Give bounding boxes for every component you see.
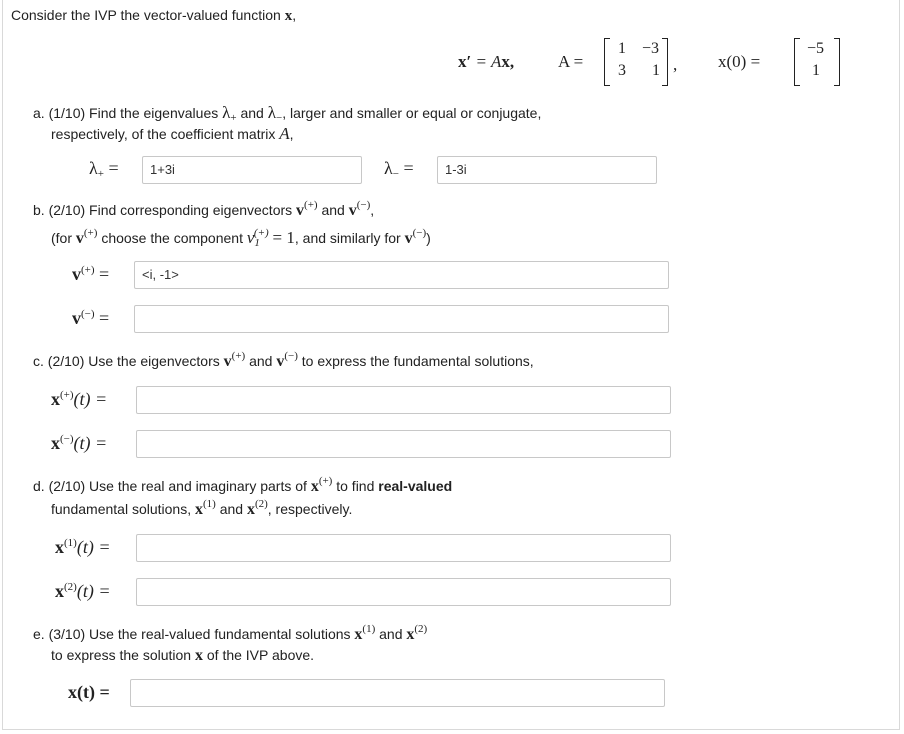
matrix-cell: 1 <box>618 40 626 57</box>
v-symbol: v <box>72 308 81 328</box>
v-symbol: v <box>348 202 357 219</box>
x1-sup: (1) <box>64 537 77 549</box>
part-a-line2 <box>51 124 294 144</box>
v-minus-sup: (−) <box>412 227 427 239</box>
v-plus-label <box>72 264 109 285</box>
matrix-comma: , <box>673 55 678 74</box>
part-b-line2 <box>51 228 431 248</box>
matrix-A-symbol: A <box>279 124 290 143</box>
v-symbol: v <box>296 202 305 219</box>
x-symbol: x <box>354 626 363 643</box>
part-c-line <box>33 350 534 371</box>
matrix-label: A = <box>558 52 584 71</box>
ode-equation <box>458 52 514 72</box>
x-plus-input[interactable] <box>136 386 671 414</box>
v-plus-input[interactable]: <i, -1> <box>134 261 669 289</box>
v-symbol: v <box>72 264 81 284</box>
part-e-line2-prefix: to express the solution <box>51 647 192 663</box>
v-symbol: v <box>404 230 413 247</box>
matrix-cell: 3 <box>618 62 626 79</box>
v1-symbol: v <box>246 228 255 247</box>
x-minus-label <box>51 433 107 454</box>
x1-sup: (1) <box>362 623 376 635</box>
part-c-and: and <box>249 353 273 369</box>
part-a-prefix: a. (1/10) Find the eigenvalues <box>33 105 219 121</box>
v1-component <box>247 228 269 247</box>
v-symbol: v <box>75 230 84 247</box>
part-e-and: and <box>379 626 403 642</box>
x2-sup: (2) <box>414 623 428 635</box>
x-t-label-text: x(t) = <box>68 682 110 702</box>
x-plus-sup: (+) <box>60 389 74 401</box>
part-b-line2-end: ) <box>426 230 431 246</box>
x-plus-label <box>51 389 107 410</box>
v1-sub: 1 <box>254 237 260 249</box>
intro-symbol: x <box>284 8 293 24</box>
x1-input[interactable] <box>136 534 671 562</box>
x-minus-t-eq: (t) = <box>73 433 108 453</box>
part-d-and: and <box>219 501 244 517</box>
x-symbol: x <box>406 626 415 643</box>
v-minus-sup: (−) <box>81 308 95 320</box>
part-a-and: and <box>240 105 264 121</box>
part-c-suffix: to express the fundamental solutions, <box>301 353 534 369</box>
part-b-line2-suffix: , and similarly for <box>294 230 401 246</box>
intro-suffix: , <box>292 7 297 23</box>
x1-label <box>55 537 110 558</box>
lambda-minus-sub: − <box>275 112 283 124</box>
part-a-line1 <box>33 103 541 123</box>
part-b-line1 <box>33 199 375 220</box>
v-minus-label <box>72 308 109 329</box>
x-symbol: x <box>310 478 319 495</box>
v-minus-input[interactable] <box>134 305 669 333</box>
x-minus-sup: (−) <box>60 433 74 445</box>
intro-line <box>11 7 296 25</box>
ic-vector <box>794 40 840 86</box>
x-symbol: x <box>51 389 60 409</box>
x-symbol: x <box>194 501 203 518</box>
part-d-prefix: d. (2/10) Use the real and imaginary parts of <box>33 478 307 494</box>
lambda-plus-label-sub: + <box>97 168 104 180</box>
matrix-cell: −3 <box>642 40 660 57</box>
lambda-minus-label-sub: − <box>392 168 399 180</box>
ic-cell: 1 <box>812 62 820 79</box>
x-plus-t-eq: (t) = <box>73 389 108 409</box>
part-b-prefix: b. (2/10) Find corresponding eigenvectors <box>33 202 293 218</box>
part-d-line2 <box>51 498 353 519</box>
part-a-line2-text: respectively, of the coefficient matrix <box>51 126 276 142</box>
ode-rhs: x, <box>501 52 515 71</box>
ic-cell: −5 <box>807 40 825 57</box>
x-symbol: x <box>246 501 255 518</box>
ode-lhs: x′ <box>458 52 472 71</box>
lambda-minus-label-symbol: λ <box>384 158 393 178</box>
x-plus-sup: (+) <box>318 475 333 487</box>
part-d-line1 <box>33 475 453 496</box>
lambda-minus-input[interactable]: 1-3i <box>437 156 657 184</box>
x-symbol: x <box>51 433 60 453</box>
v-plus-eq: = <box>99 264 110 284</box>
part-a-line2-end: , <box>289 126 294 142</box>
v-plus-sup: (+) <box>83 227 98 239</box>
part-e-prefix: e. (3/10) Use the real-valued fundamental solutions <box>33 626 351 642</box>
matrix-cell: 1 <box>652 62 660 79</box>
x2-sup: (2) <box>64 581 77 593</box>
part-b-and: and <box>321 202 345 218</box>
part-b-line2-prefix: (for <box>51 230 72 246</box>
v1-sup: (+) <box>253 227 269 239</box>
lambda-plus-symbol: λ <box>222 103 231 122</box>
part-d-line2-prefix: fundamental solutions, <box>51 501 192 517</box>
v-plus-sup: (+) <box>81 264 95 276</box>
part-b-line1-end: , <box>370 202 375 218</box>
part-e-line2 <box>51 647 314 665</box>
v-minus-sup: (−) <box>356 199 371 211</box>
x2-label <box>55 581 110 602</box>
v-symbol: v <box>223 353 232 370</box>
v-minus-eq: = <box>99 308 110 328</box>
v-plus-sup: (+) <box>231 350 246 362</box>
x-symbol: x <box>194 647 203 664</box>
part-d-bold: real-valued <box>378 478 453 494</box>
part-d-line2-suffix: , respectively. <box>267 501 353 517</box>
part-c-prefix: c. (2/10) Use the eigenvectors <box>33 353 220 369</box>
lambda-plus-label-eq: = <box>108 158 119 178</box>
part-b-line2-mid: choose the component <box>101 230 243 246</box>
lambda-plus-label <box>89 158 119 179</box>
v-plus-sup: (+) <box>304 199 318 211</box>
lambda-plus-sub: + <box>230 112 237 124</box>
part-a-suffix: , larger and smaller or equal or conjugate, <box>282 105 542 121</box>
v-symbol: v <box>276 353 285 370</box>
x1-t-eq: (t) = <box>76 537 111 557</box>
x2-input[interactable] <box>136 578 671 606</box>
x-symbol: x <box>55 537 64 557</box>
v-minus-sup: (−) <box>284 350 298 362</box>
ic-label: x(0) = <box>718 52 761 71</box>
x-minus-input[interactable] <box>136 430 671 458</box>
lambda-minus-label-eq: = <box>403 158 414 178</box>
matrix-A <box>604 40 668 86</box>
x-symbol: x <box>55 581 64 601</box>
x2-sup: (2) <box>254 498 268 510</box>
lambda-minus-symbol: λ <box>267 103 276 122</box>
x1-sup: (1) <box>202 498 216 510</box>
x-t-label <box>68 682 110 703</box>
x2-t-eq: (t) = <box>76 581 111 601</box>
ode-eq: = A <box>475 52 502 71</box>
part-d-mid: to find <box>336 478 375 494</box>
lambda-plus-label-symbol: λ <box>89 158 98 178</box>
part-e-line2-suffix: of the IVP above. <box>206 647 315 663</box>
lambda-plus-input[interactable]: 1+3i <box>142 156 362 184</box>
intro-prefix: Consider the IVP the vector-valued function <box>11 7 281 23</box>
eq-one: = 1 <box>272 228 295 247</box>
x-t-input[interactable] <box>130 679 665 707</box>
part-e-line1 <box>33 623 428 644</box>
lambda-minus-label <box>384 158 414 179</box>
